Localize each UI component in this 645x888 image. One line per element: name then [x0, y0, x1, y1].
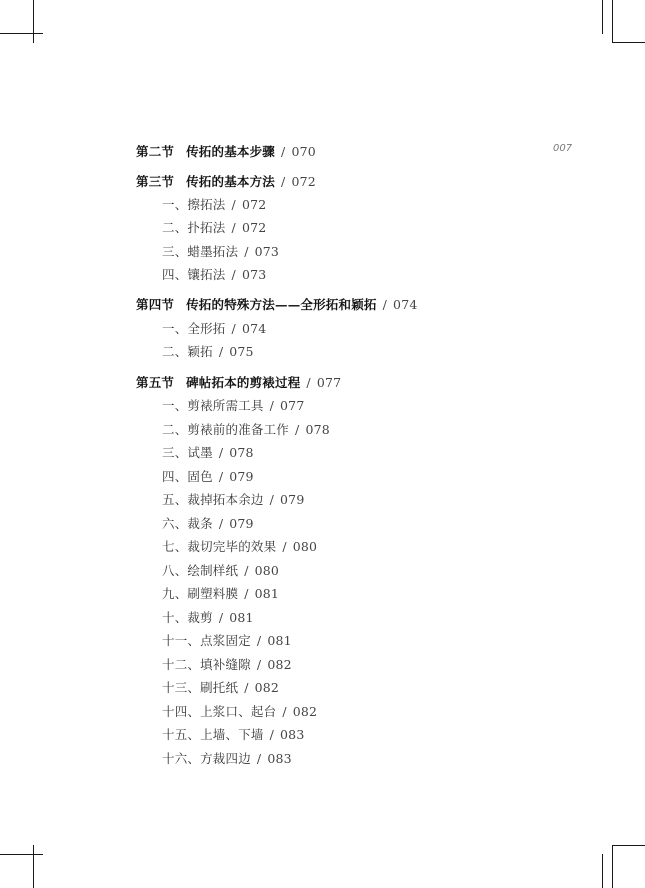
item-page: 079	[280, 492, 305, 507]
item-title: 七、裁切完毕的效果	[162, 539, 277, 554]
item-title: 十、裁剪	[162, 610, 213, 625]
toc-item[interactable]	[162, 586, 279, 602]
toc-item[interactable]	[162, 680, 279, 696]
toc-item[interactable]	[162, 633, 292, 649]
item-page: 075	[229, 344, 254, 359]
item-title: 二、扑拓法	[162, 220, 226, 235]
separator: /	[295, 422, 300, 437]
section-label: 第二节	[136, 144, 175, 159]
separator: /	[281, 144, 286, 159]
item-title: 四、固色	[162, 469, 213, 484]
page-number: 007	[553, 143, 573, 154]
section-title: 传拓的特殊方法——全形拓和颖拓	[186, 297, 377, 312]
toc-item[interactable]	[162, 344, 254, 360]
item-page: 080	[254, 563, 280, 578]
separator: /	[269, 727, 275, 742]
section-page: 077	[316, 375, 342, 390]
separator: /	[231, 267, 236, 282]
separator: /	[306, 375, 311, 390]
toc-item[interactable]	[162, 563, 279, 579]
separator: /	[244, 680, 249, 695]
item-page: 078	[305, 422, 330, 437]
item-title: 十四、上浆口、起台	[162, 704, 277, 719]
item-title: 六、裁条	[162, 516, 213, 531]
item-page: 072	[241, 197, 267, 212]
section-page: 074	[393, 297, 418, 312]
separator: /	[244, 586, 249, 601]
separator: /	[218, 344, 224, 359]
section-title: 传拓的基本步骤	[186, 144, 276, 159]
toc-section-4[interactable]	[136, 297, 418, 313]
item-page: 077	[280, 398, 305, 413]
section-title: 传拓的基本方法	[186, 174, 276, 189]
item-title: 十二、填补缝隙	[162, 657, 251, 672]
toc-item[interactable]	[162, 244, 279, 260]
toc-item[interactable]	[162, 751, 292, 767]
item-title: 八、绘制样纸	[162, 563, 239, 578]
item-page: 083	[280, 727, 305, 742]
toc-item[interactable]	[162, 267, 266, 283]
item-page: 083	[267, 751, 292, 766]
item-title: 二、颖拓	[162, 344, 213, 359]
item-title: 十三、刷托纸	[162, 680, 239, 695]
separator: /	[218, 469, 224, 484]
toc-item[interactable]	[162, 398, 305, 414]
separator: /	[231, 321, 236, 336]
item-title: 九、刷塑料膜	[162, 586, 239, 601]
toc-item[interactable]	[162, 492, 305, 508]
separator: /	[269, 492, 275, 507]
toc-section-3[interactable]	[136, 174, 316, 190]
separator: /	[256, 657, 262, 672]
toc-item[interactable]	[162, 445, 254, 461]
section-label: 第三节	[136, 174, 175, 189]
item-title: 一、全形拓	[162, 321, 226, 336]
separator: /	[218, 445, 224, 460]
section-label: 第四节	[136, 297, 175, 312]
section-label: 第五节	[136, 375, 175, 390]
toc-item[interactable]	[162, 516, 254, 532]
item-page: 074	[241, 321, 267, 336]
separator: /	[281, 174, 286, 189]
item-page: 078	[229, 445, 254, 460]
item-page: 079	[229, 469, 254, 484]
toc-item[interactable]	[162, 539, 317, 555]
item-page: 082	[267, 657, 292, 672]
toc-item[interactable]	[162, 727, 305, 743]
toc-item[interactable]	[162, 321, 266, 337]
toc-item[interactable]	[162, 422, 330, 438]
section-title: 碑帖拓本的剪裱过程	[186, 375, 301, 390]
separator: /	[382, 297, 388, 312]
item-title: 三、试墨	[162, 445, 213, 460]
separator: /	[256, 633, 262, 648]
toc-section-2[interactable]	[136, 144, 316, 160]
item-page: 073	[254, 244, 280, 259]
section-page: 072	[291, 174, 316, 189]
item-title: 十五、上墙、下墙	[162, 727, 264, 742]
separator: /	[282, 539, 287, 554]
item-page: 081	[267, 633, 292, 648]
item-page: 080	[292, 539, 318, 554]
item-title: 一、擦拓法	[162, 197, 226, 212]
separator: /	[218, 516, 224, 531]
item-page: 072	[241, 220, 267, 235]
separator: /	[244, 563, 249, 578]
toc-item[interactable]	[162, 197, 266, 213]
toc-item[interactable]	[162, 657, 292, 673]
item-page: 082	[292, 704, 318, 719]
separator: /	[269, 398, 275, 413]
item-title: 二、剪裱前的准备工作	[162, 422, 290, 437]
item-page: 082	[254, 680, 280, 695]
separator: /	[218, 610, 224, 625]
item-title: 四、镶拓法	[162, 267, 226, 282]
item-title: 十六、方裁四边	[162, 751, 251, 766]
toc-section-5[interactable]	[136, 375, 341, 391]
item-page: 081	[254, 586, 280, 601]
separator: /	[282, 704, 287, 719]
toc-item[interactable]	[162, 469, 254, 485]
item-title: 十一、点浆固定	[162, 633, 251, 648]
item-title: 一、剪裱所需工具	[162, 398, 264, 413]
toc-item[interactable]	[162, 704, 317, 720]
separator: /	[256, 751, 262, 766]
item-title: 三、蜡墨拓法	[162, 244, 239, 259]
item-page: 079	[229, 516, 254, 531]
separator: /	[231, 220, 236, 235]
toc-item[interactable]	[162, 220, 266, 236]
item-title: 五、裁掉拓本余边	[162, 492, 264, 507]
separator: /	[244, 244, 249, 259]
separator: /	[231, 197, 236, 212]
toc-item[interactable]	[162, 610, 254, 626]
item-page: 073	[241, 267, 267, 282]
section-page: 070	[291, 144, 316, 159]
item-page: 081	[229, 610, 254, 625]
